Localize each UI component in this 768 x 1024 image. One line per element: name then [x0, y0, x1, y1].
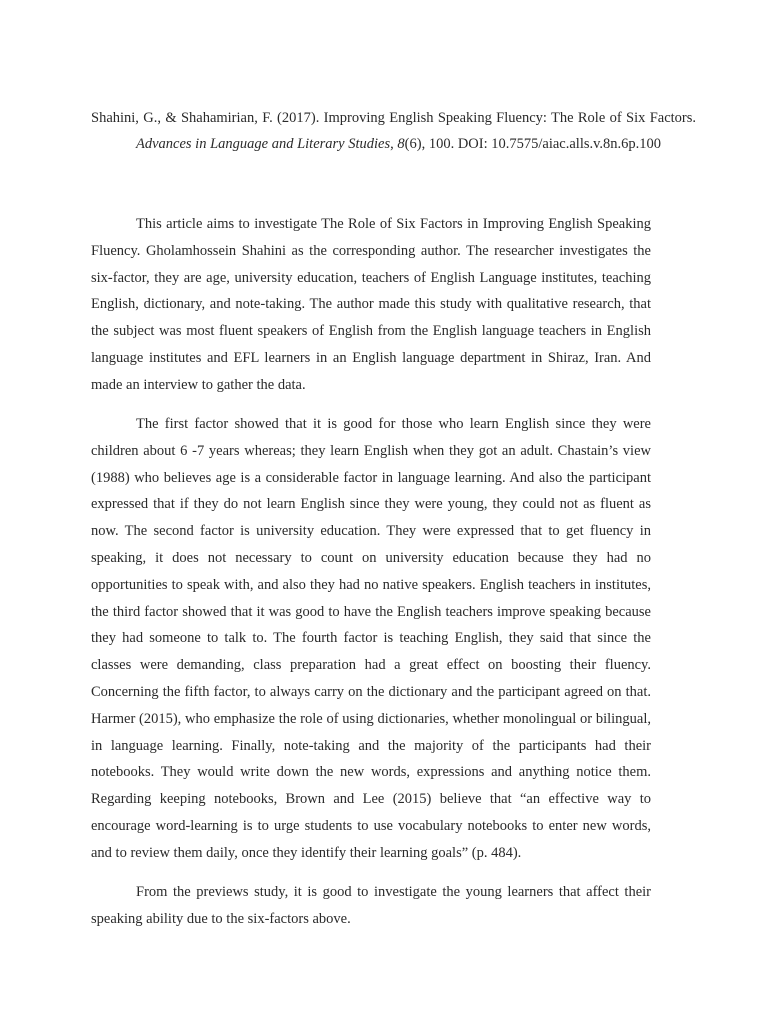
citation-journal: Advances in Language and Literary Studies: [136, 135, 391, 152]
citation-volume: 8: [397, 135, 405, 152]
reference-citation: [91, 105, 696, 157]
paragraph-text: From the previews study, it is good to investigate the young learners that affect their speaking ability due to the six-factors above.: [91, 884, 651, 927]
paragraph-conclusion: [91, 879, 651, 933]
citation-separator: ,: [390, 135, 398, 152]
paragraph-text: This article aims to investigate The Role of Six Factors in Improving English Speaking Fluency. Gholamhossein Shahini as the corresponding author. The researcher investigates the six-factor, they are age, university education, teachers of English Language institutes, teaching English, dictionary, and note-taking. The author made this study with qualitative research, that the subject was most fluent speakers of English from the English language teachers in English language institutes and EFL learners in an English language department in Shiraz, Iran. And made an interview to gather the data.: [91, 216, 651, 393]
paragraph-factors: [91, 411, 651, 867]
citation-pages-doi: , 100. DOI: 10.7575/aiac.alls.v.8n.6p.100: [421, 135, 662, 152]
citation-issue: (6): [404, 135, 422, 152]
paragraph-summary: [91, 211, 651, 399]
paragraph-text: The first factor showed that it is good for those who learn English since they were children about 6 -7 years whereas; they learn English when they got an adult. Chastain’s view (1988) who believes age is a considerable factor in language learning. And also the participant expressed that if they do not learn English since they were young, they could not as fluent as now. The second factor is university education. They were expressed that to get fluency in speaking, it does not necessary to count on university education because they had no opportunities to speak with, and also they had no native speakers. English teachers in institutes, the third factor showed that it was good to have the English teachers improve speaking because they had someone to talk to. The fourth factor is teaching English, they said that since the classes were demanding, class preparation had a great effect on boosting their fluency. Concerning the fifth factor, to always carry on the dictionary and the participant agreed on that. Harmer (2015), who emphasize the role of using dictionaries, whether monolingual or bilingual, in language learning. Finally, note-taking and the majority of the participants had their notebooks. They would write down the new words, expressions and anything notice them. Regarding keeping notebooks, Brown and Lee (2015) believe that “an effective way to encourage word-learning is to urge students to use vocabulary notebooks to enter new words, and to review them daily, once they identify their learning goals” (p. 484).: [91, 416, 651, 861]
citation-authors-title: Shahini, G., & Shahamirian, F. (2017). Improving English Speaking Fluency: The Role of Six Factors.: [91, 109, 696, 126]
